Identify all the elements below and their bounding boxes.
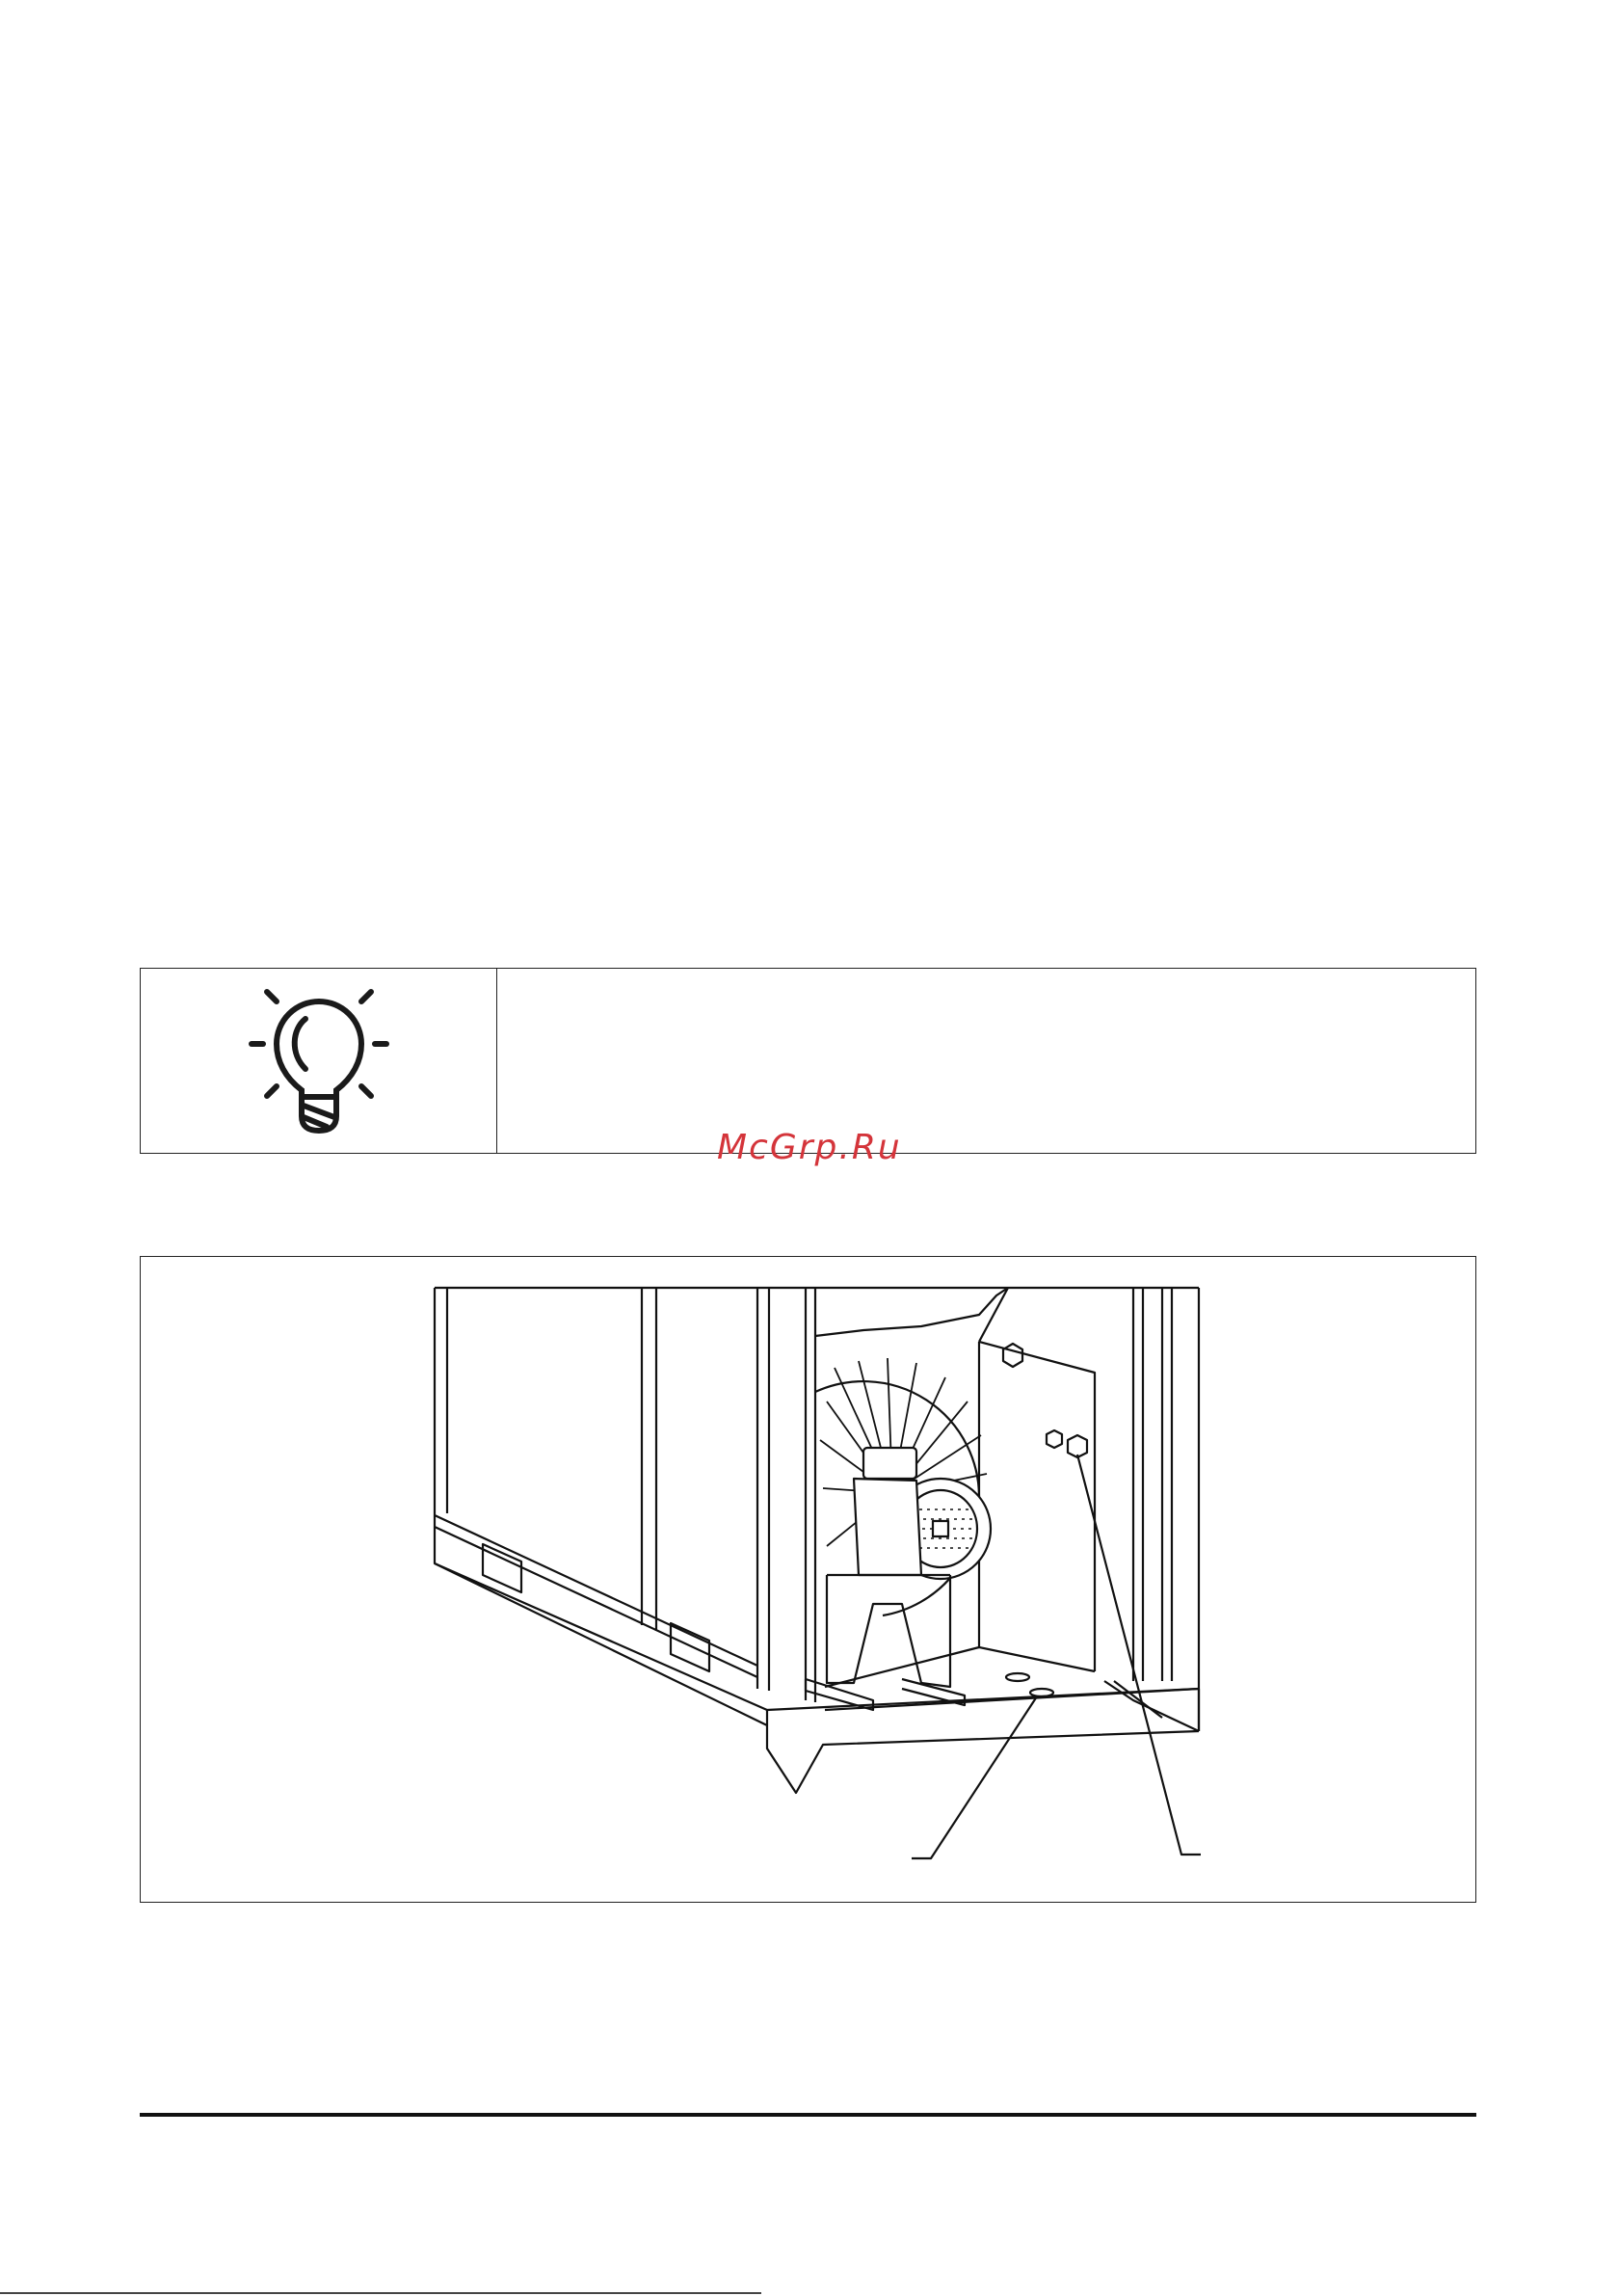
tip-text-cell: [497, 969, 1475, 1153]
tip-icon-cell: [141, 969, 497, 1153]
enclosure-drawing: [141, 1257, 1477, 1904]
watermark: McGrp.Ru: [717, 1128, 902, 1167]
lightbulb-icon: [242, 976, 396, 1145]
bottom-rule: [0, 2292, 761, 2294]
footer-rule: [140, 2113, 1476, 2117]
figure-box: [140, 1256, 1476, 1903]
tip-box: [140, 968, 1476, 1154]
